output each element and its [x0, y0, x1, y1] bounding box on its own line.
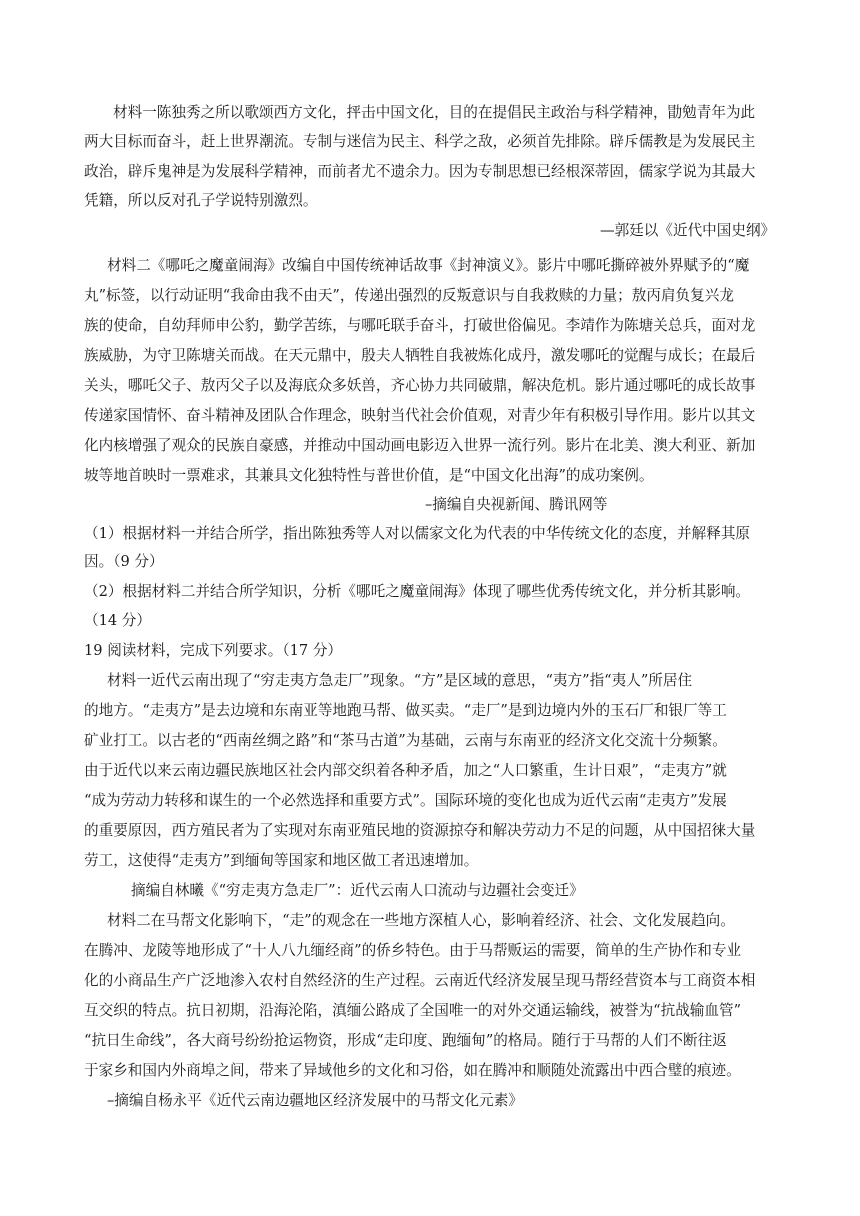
m3-line-2: 的地方。“走夷方”是去边境和东南亚等地跑马帮、做买卖。“走厂”是到边境内外的玉石厂和银厂等工: [84, 702, 727, 719]
q1-line-1: （1）根据材料一并结合所学，指出陈独秀等人对以儒家文化为代表的中华传统文化的态度，并解释其原: [84, 525, 751, 542]
q2-line-2: （14 分）: [84, 612, 151, 629]
m3-line-5: “成为劳动力转移和谋生的一个必然选择和重要方式”。国际环境的变化也成为近代云南“走夷方”发展: [84, 792, 727, 809]
m4-line-4: 互交织的特点。抗日初期，沿海沦陷，滇缅公路成了全国唯一的对外交通运输线，被誉为“抗战输血管”: [84, 1002, 742, 1019]
q19-heading: 19 阅读材料，完成下列要求。（17 分）: [84, 642, 343, 659]
m2-line-4: 族威胁，为守卫陈塘关而战。在天元鼎中，殷夫人牺牲自我被炼化成丹，激发哪吒的觉醒与成长；在最后: [84, 347, 756, 364]
m2-line-3: 族的使命，自幼拜师申公豹，勤学苦练，与哪吒联手奋斗，打破世俗偏见。李靖作为陈塘关总兵，面对龙: [84, 317, 756, 334]
m1-line-1: 材料一陈独秀之所以歌颂西方文化，抨击中国文化，目的在提倡民主政治与科学精神，勖勉青年为此: [113, 104, 756, 121]
m3-line-3: 矿业打工。以古老的“西南丝绸之路”和“茶马古道”为基础，云南与东南亚的经济文化交流十分频繁。: [84, 732, 727, 749]
m1-source: —郭廷以《近代中国史纲》: [600, 222, 776, 239]
m2-line-8: 坡等地首映时一票难求，其兼具文化独特性与普世价值，是“中国文化出海”的成功案例。: [84, 467, 654, 484]
m4-line-2: 在腾冲、龙陵等地形成了“十人八九缅经商”的侨乡特色。由于马帮贩运的需要，简单的生产协作和专业: [84, 942, 742, 959]
m2-source: –摘编自央视新闻、腾讯网等: [425, 496, 608, 513]
m4-source: –摘编自杨永平《近代云南边疆地区经济发展中的马帮文化元素》: [107, 1092, 523, 1109]
m4-line-1: 材料二在马帮文化影响下，“走”的观念在一些地方深植人心，影响着经济、社会、文化发展趋向。: [107, 912, 735, 929]
m3-source: 摘编自林曦《“穷走夷方急走厂”：近代云南人口流动与边疆社会变迁》: [131, 882, 584, 899]
m1-line-3: 政治，辟斥鬼神是为发展科学精神，而前者尤不遗余力。因为专制思想已经根深蒂固，儒家学说为其最大: [84, 163, 756, 180]
m2-line-6: 传递家国情怀、奋斗精神及团队合作理念，映射当代社会价值观，对青少年有积极引导作用。影片以其文: [84, 407, 756, 424]
m1-line-2: 两大目标而奋斗，赶上世界潮流。专制与迷信为民主、科学之敌，必须首先排除。辟斥儒教是为发展民主: [84, 133, 756, 150]
m4-line-5: “抗日生命线”，各大商号纷纷抢运物资，形成“走印度、跑缅甸”的格局。随行于马帮的人们不断往返: [84, 1032, 727, 1049]
m1-line-4: 凭籍，所以反对孔子学说特别激烈。: [84, 192, 318, 209]
m4-line-6: 于家乡和国内外商埠之间，带来了异域他乡的文化和习俗，如在腾冲和顺随处流露出中西合璧的痕迹。: [84, 1062, 741, 1079]
m3-line-4: 由于近代以来云南边疆民族地区社会内部交织着各种矛盾，加之“人口繁重，生计日艰”，“走夷方”就: [84, 762, 727, 779]
m3-line-7: 劳工，这使得“走夷方”到缅甸等国家和地区做工者迅速增加。: [84, 852, 479, 869]
m4-line-3: 化的小商品生产广泛地渗入农村自然经济的生产过程。云南近代经济发展呈现马帮经营资本与工商资本相: [84, 972, 756, 989]
m3-line-1: 材料一近代云南出现了“穷走夷方急走厂”现象。“方”是区域的意思，“夷方”指“夷人”所居住: [107, 672, 693, 689]
q1-line-2: 因。（9 分）: [84, 553, 164, 570]
q2-line-1: （2）根据材料二并结合所学知识，分析《哪吒之魔童闹海》体现了哪些优秀传统文化，并分析其影响。: [84, 583, 751, 600]
m2-line-7: 化内核增强了观众的民族自豪感，并推动中国动画电影迈入世界一流行列。影片在北美、澳大利亚、新加: [84, 437, 756, 454]
m2-line-1: 材料二《哪吒之魔童闹海》改编自中国传统神话故事《封神演义》。影片中哪吒撕碎被外界赋予的“魔: [107, 257, 750, 274]
m2-line-2: 丸”标签，以行动证明“我命由我不由天”，传递出强烈的反叛意识与自我救赎的力量；敖丙肩负复兴龙: [84, 287, 734, 304]
m2-line-5: 关头，哪吒父子、敖丙父子以及海底众多妖兽，齐心协力共同破鼎，解决危机。影片通过哪吒的成长故事: [84, 377, 756, 394]
m3-line-6: 的重要原因，西方殖民者为了实现对东南亚殖民地的资源掠夺和解决劳动力不足的问题，从中国招徕大量: [84, 822, 756, 839]
